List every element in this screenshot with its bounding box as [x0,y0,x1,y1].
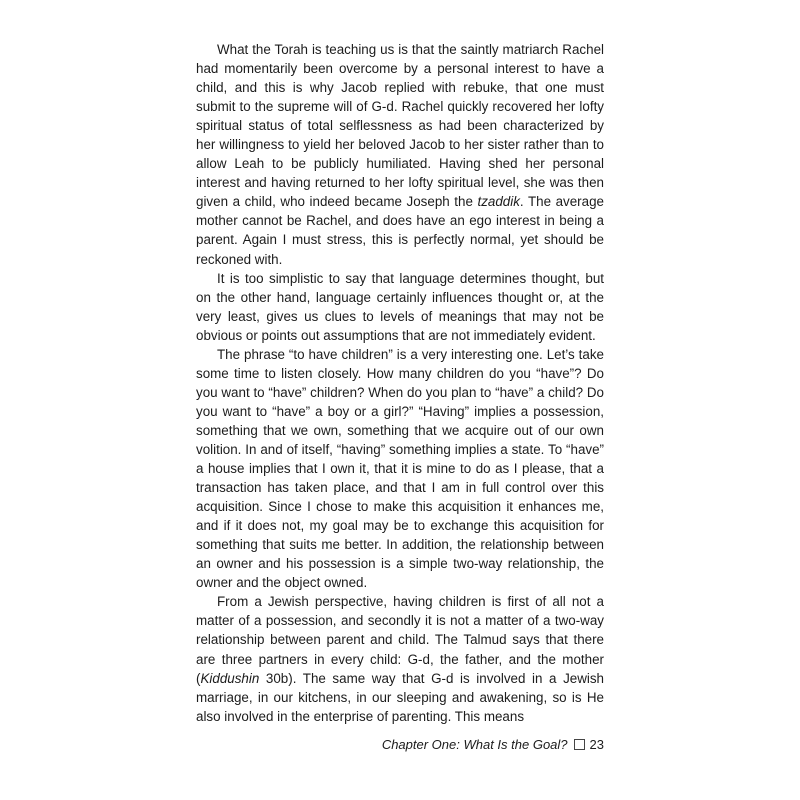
paragraph-4 [196,592,604,725]
paragraph-3 [196,345,604,593]
body-text [196,40,604,726]
paragraph-2-text: It is too simplistic to say that language determines thought, but on the other hand, language certainly influences thought or, at the very least, gives us clues to levels of meanings that may not be obvious or points out assumptions that are not immediately evident. [196,270,604,343]
paragraph-4-text-after: 30b). The same way that G-d is involved in a Jewish marriage, in our kitchens, in our sleeping and awakening, so is He also involved in the enterprise of parenting. This means [196,670,604,724]
page-footer [196,737,604,752]
square-box-icon [574,739,585,750]
paragraph-1-text-after: . The average mother cannot be Rachel, and does have an ego interest in being a parent. Again I must stress, this is perfectly normal, yet should be reckoned with. [196,194,604,267]
paragraph-1 [196,40,604,269]
paragraph-4-text: From a Jewish perspective, having children is first of all not a matter of a possession, and secondly it is not a matter of a two-way relationship between parent and child. The Talmud says that there are three partners in every child: G-d, the father, and the mother ( [196,594,604,686]
paragraph-1-italic: tzaddik [477,194,520,210]
paragraph-3-text: The phrase “to have children” is a very interesting one. Let’s take some time to listen closely. How many children do you “have”? Do you want to “have” children? When do you plan to “have” a child? Do you want to “have” a boy or a girl?” “Having” implies a possession, something that we own, something that we acquire out of our own volition. In and of itself, “having” something implies a state. To “have” a house implies that I own it, that it is mine to do as I please, that a transaction has taken place, and that I am in full control over this acquisition. Since I chose to make this acquisition it enhances me, and if it does not, my goal may be to exchange this acquisition for something that suits me better. In addition, the relationship between an owner and his possession is a simple two-way relationship, the owner and the object owned. [196,346,604,591]
paragraph-2 [196,269,604,345]
paragraph-1-text: What the Torah is teaching us is that the saintly matriarch Rachel had momentarily been overcome by a personal interest to have a child, and this is why Jacob replied with rebuke, that one must submit to the supreme will of G-d. Rachel quickly recovered her lofty spiritual status of total selflessness as had been characterized by her willingness to yield her beloved Jacob to her sister rather than to allow Leah to be publicly humiliated. Having shed her personal interest and having returned to her lofty spiritual level, she was then given a child, who indeed became Joseph the [196,42,604,210]
paragraph-4-italic: Kiddushin [200,670,260,686]
page-number: 23 [589,737,604,752]
chapter-title: Chapter One: What Is the Goal? [381,737,568,752]
